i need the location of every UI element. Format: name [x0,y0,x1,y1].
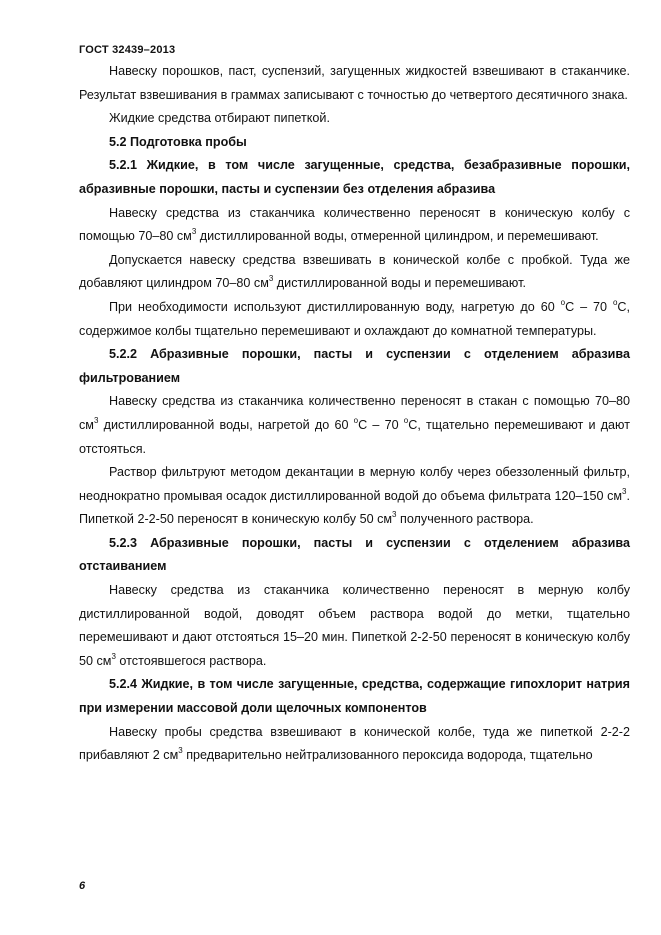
document-header: ГОСТ 32439–2013 [79,44,176,56]
paragraph: При необходимости используют дистиллированную воду, нагретую до 60 $^о$С – 70 $^о$С, содержимое колбы тщательно перемешивают и охлаждают до комнатной температуры. [79,297,631,338]
paragraph: Навеску пробы средства взвешивают в конической колбе, туда же пипеткой 2-2-2 прибавляют 2 $см^3$ предварительно нейтрализованного пероксида водорода, тщательно [79,724,630,763]
page-number: 6 [79,880,86,892]
section-heading: 5.2.3 Абразивные порошки, пасты и суспензии с отделением абразива отстаиванием [79,535,630,574]
document-body [79,60,630,768]
paragraph: Допускается навеску средства взвешивать в конической колбе с пробкой. Туда же добавляют цилиндром 70–80 $см^3$ дистиллированной воды и перемешивают. [79,252,630,291]
paragraph: Навеску средства из стаканчика количественно переносят в коническую колбу с помощью 70–80 $см^3$ дистиллированной воды, отмеренной цилиндром, и перемешивают. [79,205,630,244]
paragraph: Раствор фильтруют методом декантации в мерную колбу через обеззоленный фильтр, неоднократно промывая осадок дистиллированной водой до объема фильтрата 120–150 $см^3$. Пипеткой 2-2-50 переносят в коническую колбу 50 $см^3$ полученного раствора. [79,465,630,527]
section-heading: 5.2.4 Жидкие, в том числе загущенные, средства, содержащие гипохлорит натрия при измерении массовой доли щелочных компонентов [79,677,630,716]
paragraph: Навеску средства из стаканчика количественно переносят в мерную колбу дистиллированной водой, доводят объем раствора водой до метки, тщательно перемешивают и дают отстояться 15–20 мин. Пипеткой 2-2-50 переносят в коническую колбу 50 $см^3$ отстоявшегося раствора. [79,583,630,668]
section-heading: 5.2.1 Жидкие, в том числе загущенные, средства, безабразивные порошки, абразивные порошки, пасты и суспензии без отделения абразива [79,158,630,196]
paragraph: Навеску порошков, паст, суспензий, загущенных жидкостей взвешивают в стаканчике. Результат взвешивания в граммах записывают с точностью до четвертого десятичного знака. [79,64,630,102]
paragraph: Жидкие средства отбирают пипеткой. [109,111,330,126]
paragraph: Навеску средства из стаканчика количественно переносят в стакан с помощью 70–80 $см^3$ дистиллированной воды, нагретой до 60 $^о$С – 70 $^о$С, тщательно перемешивают и дают отстояться. [79,394,630,456]
section-heading: 5.2 Подготовка пробы [109,134,247,149]
section-heading: 5.2.2 Абразивные порошки, пасты и суспензии с отделением абразива фильтрованием [79,347,630,385]
